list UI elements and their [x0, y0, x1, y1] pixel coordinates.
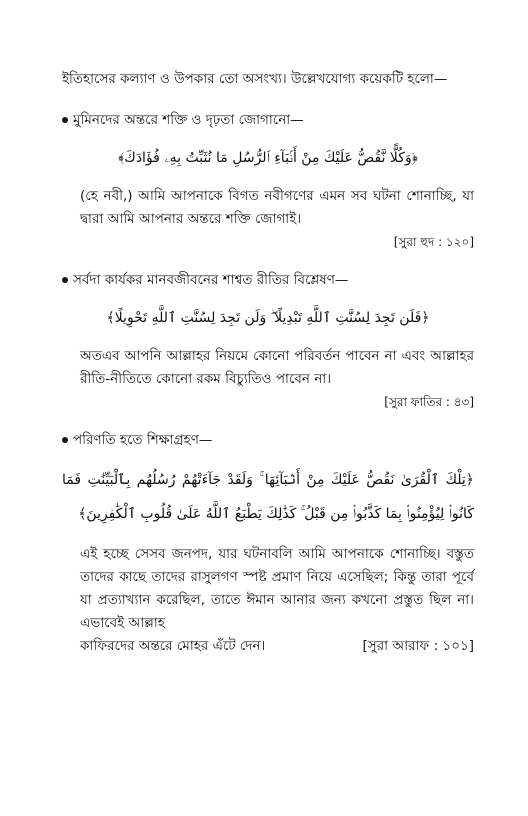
- arabic-verse: ﴿وَكُلًّا نَّقُصُّ عَلَيْكَ مِنْ أَنۢبَآءِ ٱلرُّسُلِ مَا نُثَبِّتُ بِهِۦ فُؤَادَكَ﴾: [118, 150, 418, 166]
- section-heading: [62, 269, 474, 291]
- arabic-verse: ﴿تِلْكَ ٱلْقُرَىٰ نَقُصُّ عَلَيْكَ مِنْ أَنۢبَآئِهَا ۚ وَلَقَدْ جَآءَتْهُمْ رُسُلُهُم بِٱلْبَيِّنَٰتِ فَمَا كَانُوا۟ لِيُؤْمِنُوا۟ بِمَا كَذَّبُوا۟ مِن قَبْلُ ۚ كَذَٰلِكَ يَطْبَعُ ٱللَّهُ عَلَىٰ قُلُوبِ ٱلْكَٰفِرِينَ﴾: [62, 472, 474, 522]
- page-body: [62, 60, 474, 658]
- verse-translation-end: কাফিরদের অন্তরে মোহর এঁটে দেন।: [80, 638, 266, 654]
- verse-reference: [সুরা ফাতির : ৪৩]: [384, 395, 474, 409]
- section-3: [62, 429, 474, 658]
- verse-reference: [সুরা হুদ : ১২০]: [393, 235, 474, 249]
- section-heading-text: সর্বদা কার্যকর মানবজীবনের শাশ্বত রীতির বিশ্লেষণ—: [73, 272, 349, 288]
- intro-paragraph: ইতিহাসের কল্যাণ ও উপকার তো অসংখ্য। উল্লেখযোগ্য কয়েকটি হলো—: [62, 71, 448, 87]
- section-1: [62, 109, 474, 251]
- translation-last-line: [80, 635, 474, 658]
- verse-translation: (হে নবী,) আমি আপনাকে বিগত নবীগণের এমন সব ঘটনা শোনাচ্ছি, যা দ্বারা আমি আপনার অন্তরে শক্তি জোগাই।: [80, 188, 474, 227]
- verse-reference: [সুরা আরাফ : ১০১]: [362, 638, 474, 654]
- section-heading: [62, 109, 474, 131]
- section-heading-text: পরিণতি হতে শিক্ষাগ্রহণ—: [73, 432, 213, 448]
- section-heading: [62, 429, 474, 451]
- bullet-icon: [62, 437, 68, 443]
- verse-translation: অতএব আপনি আল্লাহর নিয়মে কোনো পরিবর্তন পাবেন না এবং আল্লাহর রীতি-নীতিতে কোনো রকম বিচ্যুতিও পাবেন না।: [80, 348, 474, 387]
- section-heading-text: মুমিনদের অন্তরে শক্তি ও দৃঢ়তা জোগানো—: [73, 112, 304, 128]
- section-2: [62, 269, 474, 411]
- arabic-verse: ﴿فَلَن تَجِدَ لِسُنَّتِ ٱللَّهِ تَبْدِيلًا ۖ وَلَن تَجِدَ لِسُنَّتِ ٱللَّهِ تَحْوِيلًا﴾: [106, 310, 430, 326]
- bullet-icon: [62, 277, 68, 283]
- bullet-icon: [62, 117, 68, 123]
- verse-translation: এই হচ্ছে সেসব জনপদ, যার ঘটনাবলি আমি আপনাকে শোনাচ্ছি। বস্তুত তাদের কাছে তাদের রাসুলগণ স্পষ্ট প্রমাণ নিয়ে এসেছিল; কিন্তু তারা পূর্বে যা প্রত্যাখ্যান করেছিল, তাতে ঈমান আনার জন্য কখনো প্রস্তুত ছিল না। এভাবেই আল্লাহ: [80, 546, 474, 631]
